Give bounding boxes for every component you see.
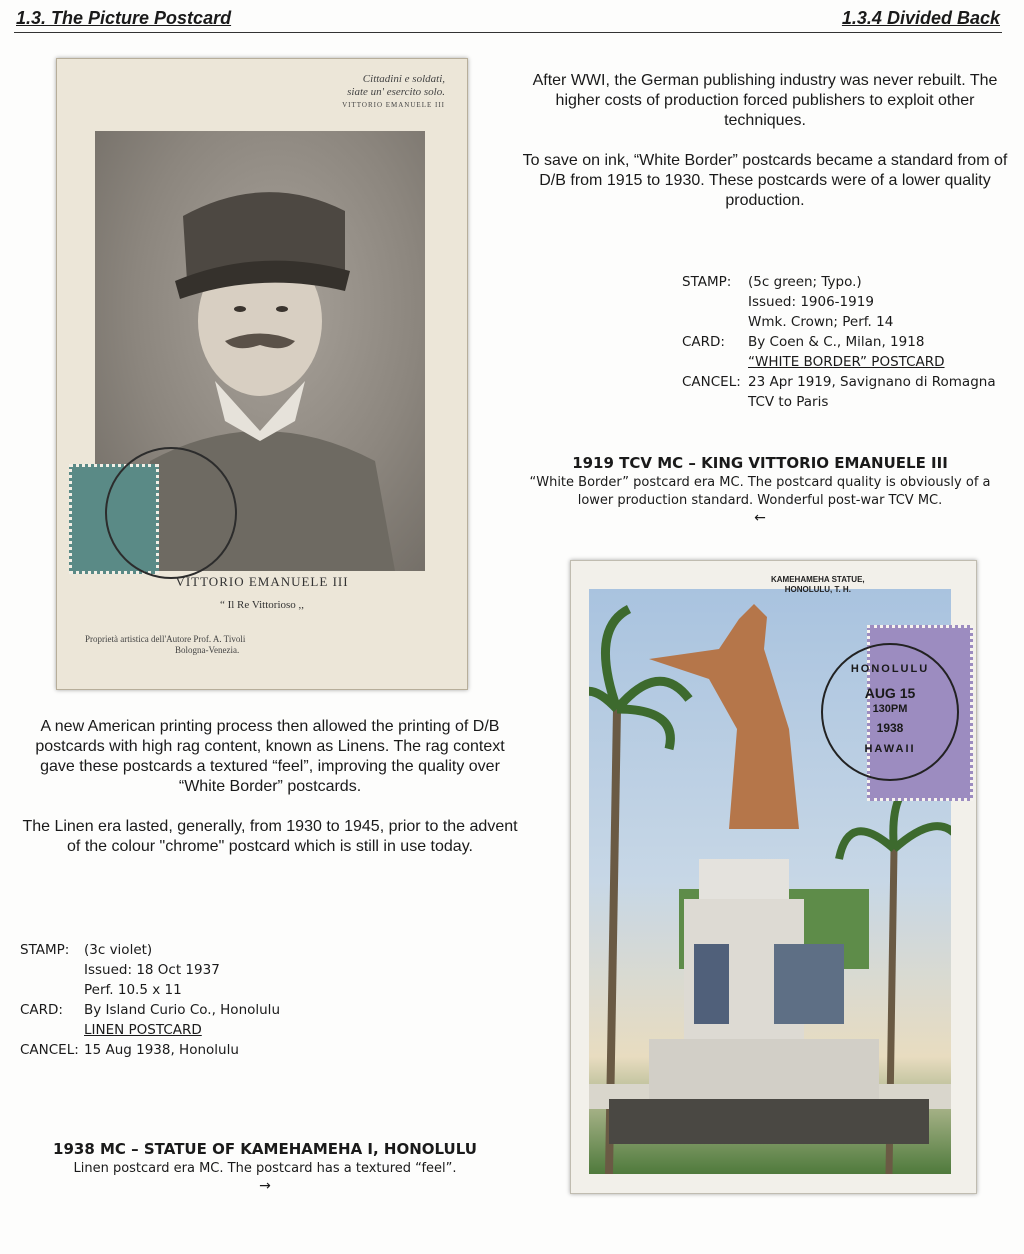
motto-line-1: Cittadini e soldati, [362,73,445,85]
subsection-title: 1.3.4 Divided Back [841,8,1000,28]
stamp-label: STAMP: [20,942,70,958]
card1-caption-title: 1919 TCV MC – KING VITTORIO EMANUELE III [572,454,948,472]
linen-text [18,717,522,857]
card1-publisher [85,634,245,656]
card2-caption-line-1: Linen postcard era MC. The postcard has a textured “feel”. [73,1161,457,1176]
cancel-route: TCV to Paris [748,394,829,410]
card1-subtitle: “ Il Re Vittorioso ,, [219,599,305,611]
cancel-value: 23 Apr 1919, Savignano di Romagna [748,374,996,390]
stamp-issued: Issued: 18 Oct 1937 [84,962,220,978]
cancel-label: CANCEL: [20,1042,79,1058]
intro-paragraph-1: After WWI, the German publishing industry was never rebuilt. The higher costs of production forced publishers to exploit other techniques. [532,72,998,129]
publisher-line-1: Proprietà artistica dell'Autore Prof. A. Tivoli [85,634,246,644]
right-arrow-icon: → [259,1178,271,1194]
statue-label-line-1: KAMEHAMEHA STATUE, [771,575,865,584]
card2-caption [20,1140,510,1194]
statue-label-line-2: HONOLULU, T. H. [784,585,851,594]
stamp-label: STAMP: [682,274,732,290]
cancel-label: CANCEL: [682,374,741,390]
postmark-date: AUG 15 [864,685,916,701]
intro-paragraph-2: To save on ink, “White Border” postcards became a standard from of D/B from 1915 to 1930. These postcards were of a lower quality production. [522,152,1008,209]
publisher-line-2: Bologna-Venezia. [175,645,240,655]
postcard-kamehameha-statue [570,560,977,1194]
honolulu-postmark [821,643,959,781]
card2-details [20,940,280,1060]
card-publisher: By Coen & C., Milan, 1918 [748,334,925,350]
card1-caption [500,454,1020,526]
postmark-time: 130PM [872,703,908,715]
postmark-year: 1938 [876,721,904,735]
card-publisher: By Island Curio Co., Honolulu [84,1002,280,1018]
motto-line-2: siate un' esercito solo. [347,86,445,98]
card1-caption-line-2: lower production standard. Wonderful post-war TCV MC. [577,493,943,508]
left-arrow-icon: ← [754,510,766,526]
card1-details [682,272,996,412]
stamp-perf: Perf. 10.5 x 11 [84,982,182,998]
card-type: LINEN POSTCARD [84,1022,202,1038]
intro-text [520,71,1010,211]
card1-king-name: VITTORIO EMANUELE III [175,574,349,589]
postcard-vittorio-emanuele [56,58,468,690]
postmark-state: HAWAII [864,743,916,755]
stamp-perf: Wmk. Crown; Perf. 14 [748,314,894,330]
linen-paragraph-1: A new American printing process then allowed the printing of D/B postcards with high rag content, known as Linens. The rag context gave these postcards a textured “feel”, improving the quality over “White Border” postcards. [35,718,505,795]
header-rule [14,32,1002,33]
linen-paragraph-2: The Linen era lasted, generally, from 1930 to 1945, prior to the advent of the colour "chrome" postcard which is still in use today. [22,818,518,855]
stamp-value: (5c green; Typo.) [748,274,862,290]
card2-statue-label [771,575,865,595]
card1-motto [342,73,445,112]
card1-caption-line-1: “White Border” postcard era MC. The postcard quality is obviously of a [529,475,991,490]
card2-caption-title: 1938 MC – STATUE OF KAMEHAMEHA I, HONOLULU [53,1140,477,1158]
card-label: CARD: [20,1002,63,1018]
stamp-issued: Issued: 1906-1919 [748,294,874,310]
card-type: “WHITE BORDER” POSTCARD [748,354,945,370]
stamp-value: (3c violet) [84,942,153,958]
motto-line-3: VITTORIO EMANUELE III [342,101,445,109]
postmark-circle [105,447,237,579]
card-label: CARD: [682,334,725,350]
section-title: 1.3. The Picture Postcard [16,8,232,28]
postmark-city: HONOLULU [850,663,930,675]
cancel-value: 15 Aug 1938, Honolulu [84,1042,239,1058]
